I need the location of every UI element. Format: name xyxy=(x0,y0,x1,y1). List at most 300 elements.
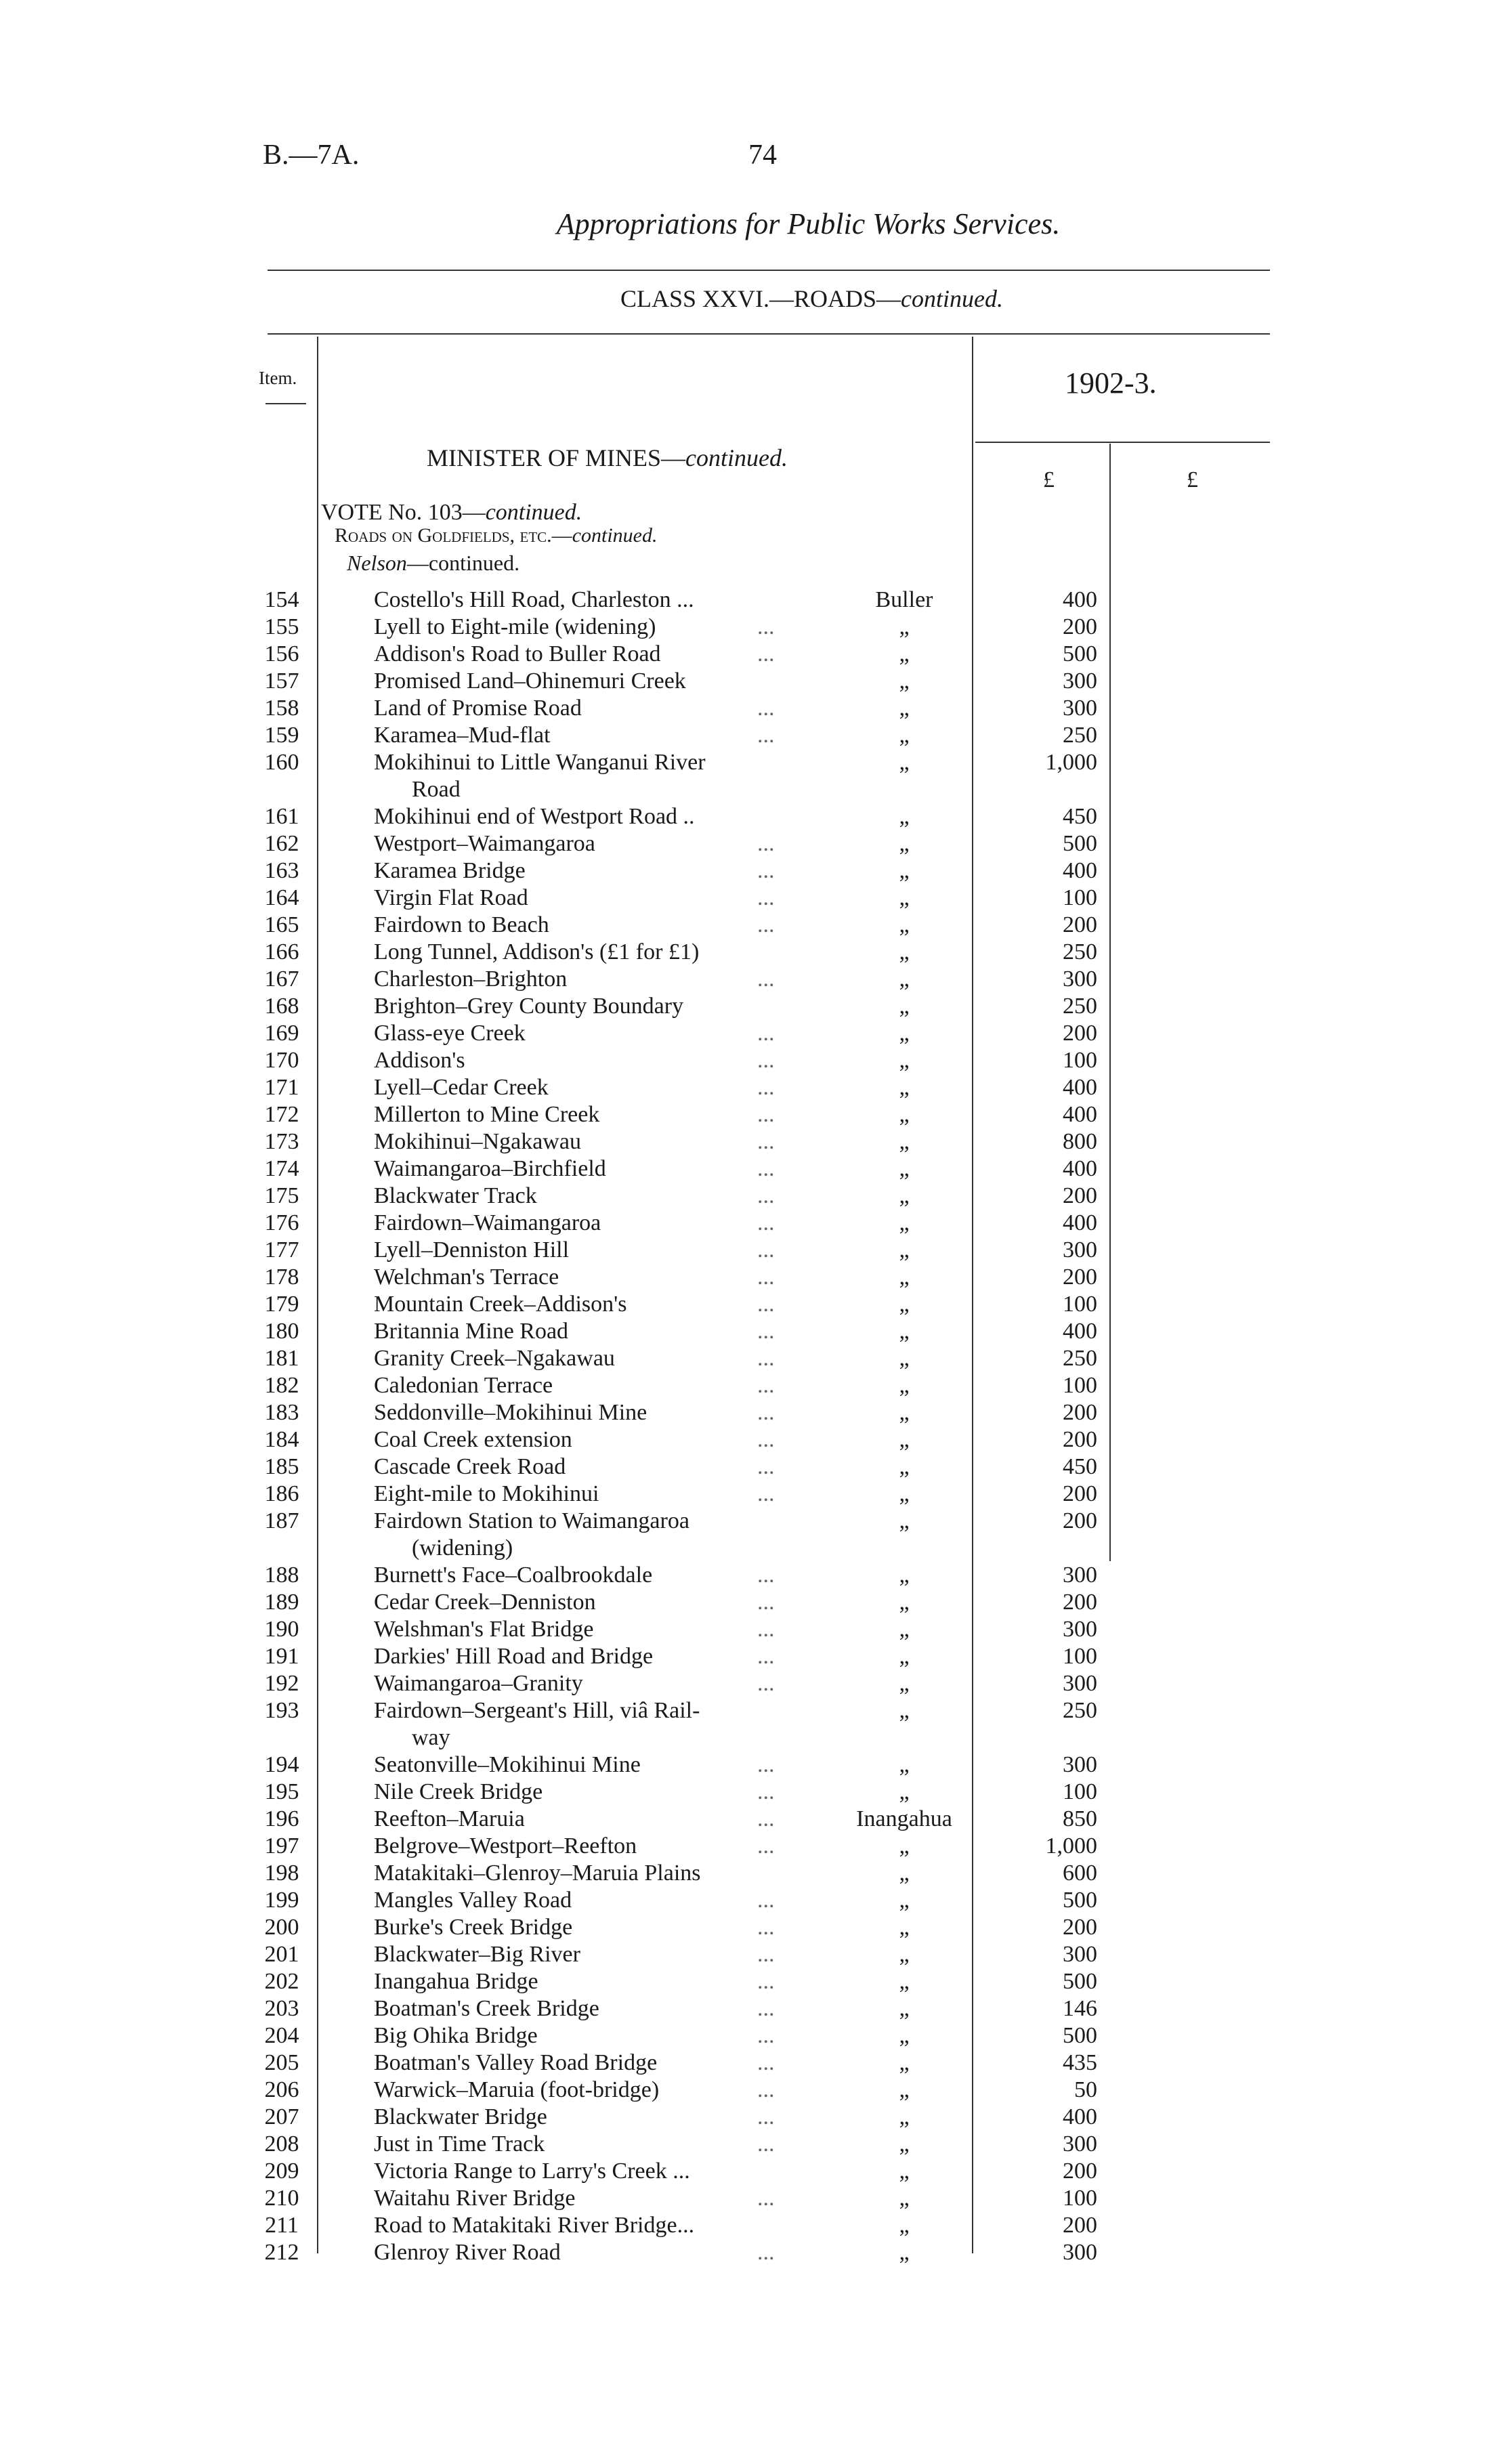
item-description xyxy=(374,1453,780,1481)
table-row xyxy=(0,830,1488,857)
amount: 300 xyxy=(1063,1617,1097,1642)
electoral-district: „ xyxy=(899,1563,910,1588)
leader-dots: ... xyxy=(757,1806,775,1831)
item-description xyxy=(374,614,780,641)
table-row xyxy=(0,1697,1488,1751)
leader-dots: ... xyxy=(757,1644,775,1669)
item-number: 174 xyxy=(264,1156,299,1181)
amount: 200 xyxy=(1063,2213,1097,2238)
table-row xyxy=(0,1643,1488,1670)
item-number: 155 xyxy=(264,614,299,639)
item-description xyxy=(374,1426,780,1453)
item-number: 212 xyxy=(264,2240,299,2265)
electoral-district: „ xyxy=(899,668,910,694)
item-number: 156 xyxy=(264,641,299,666)
electoral-district: „ xyxy=(899,1210,910,1235)
item-description xyxy=(374,830,780,857)
item-description-text: Virgin Flat Road xyxy=(374,885,528,910)
table-row xyxy=(0,1318,1488,1345)
pound-symbol-col2: £ xyxy=(1187,467,1198,492)
item-description xyxy=(374,1670,780,1697)
leader-dots: ... xyxy=(757,1833,775,1858)
item-number: 191 xyxy=(264,1644,299,1669)
leader-dots: ... xyxy=(757,1996,775,2021)
item-description xyxy=(374,668,780,695)
item-description xyxy=(374,2131,780,2158)
table-row xyxy=(0,912,1488,939)
leader-dots: ... xyxy=(757,1156,775,1181)
item-number: 208 xyxy=(264,2131,299,2157)
item-description xyxy=(374,1860,780,1887)
amount: 300 xyxy=(1063,1942,1097,1967)
item-description-text: Lyell–Denniston Hill xyxy=(374,1237,570,1262)
table-row xyxy=(0,1453,1488,1481)
amount: 200 xyxy=(1063,614,1097,639)
leader-dots: ... xyxy=(757,1373,775,1398)
amount: 250 xyxy=(1063,1698,1097,1723)
table-row xyxy=(0,2049,1488,2077)
table-row xyxy=(0,885,1488,912)
electoral-district: „ xyxy=(899,1644,910,1669)
electoral-district: „ xyxy=(899,2131,910,2157)
page-title: Appropriations for Public Works Services. xyxy=(556,207,1061,240)
item-description xyxy=(374,1562,780,1589)
table-row xyxy=(0,1508,1488,1562)
leader-dots: ... xyxy=(757,1021,775,1046)
electoral-district: „ xyxy=(899,2159,910,2184)
item-description xyxy=(374,1589,780,1616)
leader-dots: ... xyxy=(757,1210,775,1235)
amount: 50 xyxy=(1074,2077,1097,2102)
table-row xyxy=(0,966,1488,993)
table-row xyxy=(0,2022,1488,2049)
electoral-district: „ xyxy=(899,1292,910,1317)
item-description xyxy=(374,2077,780,2104)
leader-dots: ... xyxy=(757,1427,775,1452)
amount: 100 xyxy=(1063,1292,1097,1317)
item-description-text: Fairdown–Sergeant's Hill, viâ Rail- xyxy=(374,1698,700,1723)
item-description xyxy=(374,1183,780,1210)
electoral-district: „ xyxy=(899,1265,910,1290)
leader-dots: ... xyxy=(757,1075,775,1100)
electoral-district: „ xyxy=(899,1427,910,1452)
electoral-district: „ xyxy=(899,1508,910,1533)
amount: 100 xyxy=(1063,885,1097,910)
amount: 200 xyxy=(1063,1508,1097,1533)
item-description-text: Land of Promise Road xyxy=(374,696,582,721)
amount: 500 xyxy=(1063,1888,1097,1913)
leader-dots: ... xyxy=(757,723,775,748)
amount: 400 xyxy=(1063,587,1097,612)
leader-dots: ... xyxy=(757,2104,775,2129)
amount: 450 xyxy=(1063,1454,1097,1479)
item-description xyxy=(374,1345,780,1372)
amount: 100 xyxy=(1063,1373,1097,1398)
item-description-text: Road to Matakitaki River Bridge... xyxy=(374,2213,695,2238)
item-description xyxy=(374,1643,780,1670)
item-description-text: Belgrove–Westport–Reefton xyxy=(374,1833,637,1858)
amount: 200 xyxy=(1063,1481,1097,1506)
amount: 146 xyxy=(1063,1996,1097,2021)
item-description-text: Glenroy River Road xyxy=(374,2240,561,2265)
item-number: 198 xyxy=(264,1861,299,1886)
item-description xyxy=(374,1372,780,1399)
item-description-text: Lyell to Eight-mile (widening) xyxy=(374,614,656,639)
leader-dots: ... xyxy=(757,2240,775,2265)
item-description-text: Waimangaroa–Birchfield xyxy=(374,1156,606,1181)
table-row xyxy=(0,695,1488,722)
amount: 200 xyxy=(1063,2159,1097,2184)
amount: 200 xyxy=(1063,1427,1097,1452)
amount: 200 xyxy=(1063,1590,1097,1615)
item-description xyxy=(374,1481,780,1508)
amount: 850 xyxy=(1063,1806,1097,1831)
table-row xyxy=(0,749,1488,803)
table-row xyxy=(0,1860,1488,1887)
table-row xyxy=(0,1264,1488,1291)
item-description-text: Welshman's Flat Bridge xyxy=(374,1617,594,1642)
electoral-district: „ xyxy=(899,1779,910,1804)
leader-dots: ... xyxy=(757,1752,775,1777)
item-description xyxy=(374,1806,780,1833)
table-row xyxy=(0,993,1488,1020)
item-number: 196 xyxy=(264,1806,299,1831)
item-description-text: Seatonville–Mokihinui Mine xyxy=(374,1752,641,1777)
leader-dots: ... xyxy=(757,1779,775,1804)
table-row xyxy=(0,2239,1488,2266)
item-number: 158 xyxy=(264,696,299,721)
amount: 1,000 xyxy=(1045,750,1097,775)
item-description-text: Karamea–Mud-flat xyxy=(374,723,551,748)
item-description-text: Burnett's Face–Coalbrookdale xyxy=(374,1563,653,1588)
electoral-district: Inangahua xyxy=(856,1806,952,1831)
amount: 100 xyxy=(1063,1779,1097,1804)
table-row xyxy=(0,1589,1488,1616)
electoral-district: „ xyxy=(899,858,910,883)
table-row xyxy=(0,2212,1488,2239)
amount: 250 xyxy=(1063,939,1097,964)
leader-dots: ... xyxy=(757,1563,775,1588)
electoral-district: „ xyxy=(899,1996,910,2021)
item-number: 195 xyxy=(264,1779,299,1804)
item-number: 206 xyxy=(264,2077,299,2102)
item-description-text: Just in Time Track xyxy=(374,2131,545,2157)
electoral-district: „ xyxy=(899,2104,910,2129)
amount: 400 xyxy=(1063,858,1097,883)
table-row xyxy=(0,2158,1488,2185)
table-row xyxy=(0,1399,1488,1426)
table-row xyxy=(0,1074,1488,1101)
table-row xyxy=(0,668,1488,695)
table-row xyxy=(0,1887,1488,1914)
electoral-district: „ xyxy=(899,641,910,666)
item-description-text: Caledonian Terrace xyxy=(374,1373,553,1398)
leader-dots: ... xyxy=(757,1048,775,1073)
item-description xyxy=(374,1697,780,1751)
item-number: 180 xyxy=(264,1319,299,1344)
table-row xyxy=(0,1183,1488,1210)
electoral-district: „ xyxy=(899,1048,910,1073)
leader-dots: ... xyxy=(757,1888,775,1913)
item-description xyxy=(374,2239,780,2266)
leader-dots: ... xyxy=(757,1319,775,1344)
item-description-continuation: Road xyxy=(412,777,461,802)
item-description xyxy=(374,1887,780,1914)
electoral-district: „ xyxy=(899,1400,910,1425)
item-number: 188 xyxy=(264,1563,299,1588)
item-description-text: Cascade Creek Road xyxy=(374,1454,566,1479)
amount: 100 xyxy=(1063,1048,1097,1073)
item-description-text: Lyell–Cedar Creek xyxy=(374,1075,549,1100)
item-number: 164 xyxy=(264,885,299,910)
amount: 400 xyxy=(1063,2104,1097,2129)
item-description-text: Millerton to Mine Creek xyxy=(374,1102,600,1127)
item-number: 157 xyxy=(264,668,299,694)
table-row xyxy=(0,641,1488,668)
item-description xyxy=(374,912,780,939)
item-number: 203 xyxy=(264,1996,299,2021)
electoral-district: „ xyxy=(899,696,910,721)
item-description-text: Waimangaroa–Granity xyxy=(374,1671,583,1696)
page-number: 74 xyxy=(748,140,777,171)
amount: 500 xyxy=(1063,641,1097,666)
amount: 500 xyxy=(1063,1969,1097,1994)
table-row xyxy=(0,1751,1488,1779)
item-number: 186 xyxy=(264,1481,299,1506)
item-number: 194 xyxy=(264,1752,299,1777)
table-row xyxy=(0,1914,1488,1941)
electoral-district: „ xyxy=(899,1183,910,1208)
item-description-text: Big Ohika Bridge xyxy=(374,2023,538,2048)
table-row xyxy=(0,1345,1488,1372)
item-description-text: Cedar Creek–Denniston xyxy=(374,1590,596,1615)
item-number: 178 xyxy=(264,1265,299,1290)
amount: 600 xyxy=(1063,1861,1097,1886)
item-description-text: Karamea Bridge xyxy=(374,858,526,883)
amount: 500 xyxy=(1063,831,1097,856)
item-number: 201 xyxy=(264,1942,299,1967)
electoral-district: „ xyxy=(899,1942,910,1967)
pound-symbol-col1: £ xyxy=(1043,467,1055,492)
item-number: 200 xyxy=(264,1915,299,1940)
vote-heading: VOTE No. 103—continued. xyxy=(321,500,582,525)
leader-dots: ... xyxy=(757,1237,775,1262)
amount: 400 xyxy=(1063,1319,1097,1344)
table-row xyxy=(0,722,1488,749)
table-row xyxy=(0,1128,1488,1155)
amount: 250 xyxy=(1063,994,1097,1019)
item-number: 192 xyxy=(264,1671,299,1696)
item-description xyxy=(374,1101,780,1128)
minister-heading: MINISTER OF MINES—continued. xyxy=(427,444,788,471)
electoral-district: „ xyxy=(899,1075,910,1100)
item-number: 167 xyxy=(264,967,299,992)
item-description-text: Seddonville–Mokihinui Mine xyxy=(374,1400,647,1425)
leader-dots: ... xyxy=(757,641,775,666)
amount: 200 xyxy=(1063,1915,1097,1940)
item-number: 210 xyxy=(264,2186,299,2211)
item-description-text: Addison's Road to Buller Road xyxy=(374,641,661,666)
amount: 300 xyxy=(1063,1563,1097,1588)
item-description xyxy=(374,587,780,614)
item-description-text: Darkies' Hill Road and Bridge xyxy=(374,1644,654,1669)
electoral-district: „ xyxy=(899,1617,910,1642)
item-description xyxy=(374,1914,780,1941)
item-number: 209 xyxy=(264,2159,299,2184)
item-description-text: Nile Creek Bridge xyxy=(374,1779,543,1804)
amount: 200 xyxy=(1063,1400,1097,1425)
item-description xyxy=(374,1968,780,1995)
amount: 300 xyxy=(1063,696,1097,721)
table-row xyxy=(0,2185,1488,2212)
item-column-header: Item. xyxy=(259,368,297,388)
item-description xyxy=(374,1210,780,1237)
table-row xyxy=(0,1047,1488,1074)
table-row xyxy=(0,857,1488,885)
item-description-text: Fairdown to Beach xyxy=(374,912,549,937)
amount: 300 xyxy=(1063,1237,1097,1262)
electoral-district: „ xyxy=(899,1698,910,1723)
item-description-text: Burke's Creek Bridge xyxy=(374,1915,573,1940)
item-description-text: Costello's Hill Road, Charleston ... xyxy=(374,587,694,612)
item-number: 172 xyxy=(264,1102,299,1127)
table-row xyxy=(0,1426,1488,1453)
leader-dots: ... xyxy=(757,2186,775,2211)
item-description-text: Blackwater–Big River xyxy=(374,1942,580,1967)
item-description-text: Victoria Range to Larry's Creek ... xyxy=(374,2159,690,2184)
leader-dots: ... xyxy=(757,967,775,992)
electoral-district: „ xyxy=(899,1969,910,1994)
amount: 500 xyxy=(1063,2023,1097,2048)
item-number: 162 xyxy=(264,831,299,856)
table-row xyxy=(0,1155,1488,1183)
leader-dots: ... xyxy=(757,1292,775,1317)
leader-dots: ... xyxy=(757,1617,775,1642)
electoral-district: „ xyxy=(899,1481,910,1506)
item-number: 165 xyxy=(264,912,299,937)
leader-dots: ... xyxy=(757,1671,775,1696)
table-row xyxy=(0,1481,1488,1508)
item-number: 179 xyxy=(264,1292,299,1317)
item-description-text: Glass-eye Creek xyxy=(374,1021,526,1046)
item-description xyxy=(374,1833,780,1860)
item-description-text: Charleston–Brighton xyxy=(374,967,568,992)
electoral-district: „ xyxy=(899,1156,910,1181)
electoral-district: „ xyxy=(899,912,910,937)
item-description xyxy=(374,641,780,668)
amount: 300 xyxy=(1063,1671,1097,1696)
item-description xyxy=(374,803,780,830)
item-description xyxy=(374,1074,780,1101)
item-description xyxy=(374,1264,780,1291)
table-row xyxy=(0,1670,1488,1697)
item-number: 187 xyxy=(264,1508,299,1533)
table-row xyxy=(0,1020,1488,1047)
table-row xyxy=(0,1291,1488,1318)
item-description xyxy=(374,1047,780,1074)
item-number: 202 xyxy=(264,1969,299,1994)
amount: 300 xyxy=(1063,967,1097,992)
item-description-text: Promised Land–Ohinemuri Creek xyxy=(374,668,686,694)
amount: 300 xyxy=(1063,1752,1097,1777)
table-row xyxy=(0,1995,1488,2022)
item-description xyxy=(374,2104,780,2131)
item-description xyxy=(374,857,780,885)
item-description-text: Mountain Creek–Addison's xyxy=(374,1292,627,1317)
item-description xyxy=(374,695,780,722)
item-description-text: Blackwater Track xyxy=(374,1183,537,1208)
amount: 1,000 xyxy=(1045,1833,1097,1858)
item-description xyxy=(374,2158,780,2185)
top-rule xyxy=(268,270,1270,271)
item-number: 176 xyxy=(264,1210,299,1235)
item-description-text: Reefton–Maruia xyxy=(374,1806,525,1831)
leader-dots: ... xyxy=(757,1915,775,1940)
amount: 400 xyxy=(1063,1156,1097,1181)
table-row xyxy=(0,1833,1488,1860)
table-row xyxy=(0,2104,1488,2131)
item-number: 197 xyxy=(264,1833,299,1858)
document-code: B.—7A. xyxy=(263,140,360,171)
year-header-rule xyxy=(975,442,1270,443)
electoral-district: „ xyxy=(899,1129,910,1154)
leader-dots: ... xyxy=(757,1590,775,1615)
amount: 200 xyxy=(1063,912,1097,937)
item-description-text: Mokihinui to Little Wanganui River xyxy=(374,750,706,775)
leader-dots: ... xyxy=(757,1346,775,1371)
amount: 800 xyxy=(1063,1129,1097,1154)
item-number: 181 xyxy=(264,1346,299,1371)
electoral-district: „ xyxy=(899,939,910,964)
item-description-text: Mangles Valley Road xyxy=(374,1888,572,1913)
amount: 100 xyxy=(1063,2186,1097,2211)
item-description xyxy=(374,1237,780,1264)
leader-dots: ... xyxy=(757,1102,775,1127)
item-description xyxy=(374,1508,780,1562)
item-description xyxy=(374,2212,780,2239)
leader-dots: ... xyxy=(757,1454,775,1479)
item-description xyxy=(374,1995,780,2022)
electoral-district: „ xyxy=(899,885,910,910)
electoral-district: „ xyxy=(899,1454,910,1479)
table-row xyxy=(0,803,1488,830)
table-row xyxy=(0,939,1488,966)
item-description xyxy=(374,2049,780,2077)
item-description-continuation: way xyxy=(412,1725,450,1750)
item-description xyxy=(374,2022,780,2049)
item-number: 170 xyxy=(264,1048,299,1073)
item-description xyxy=(374,993,780,1020)
item-description xyxy=(374,966,780,993)
leader-dots: ... xyxy=(757,1481,775,1506)
item-description-text: Mokihinui–Ngakawau xyxy=(374,1129,581,1154)
item-number: 177 xyxy=(264,1237,299,1262)
electoral-district: „ xyxy=(899,1888,910,1913)
item-number: 161 xyxy=(264,804,299,829)
leader-dots: ... xyxy=(757,831,775,856)
item-description-text: Long Tunnel, Addison's (£1 for £1) xyxy=(374,939,700,964)
item-description-text: Welchman's Terrace xyxy=(374,1265,559,1290)
leader-dots: ... xyxy=(757,1969,775,1994)
electoral-district: „ xyxy=(899,1861,910,1886)
item-header-underline xyxy=(265,403,306,404)
item-number: 160 xyxy=(264,750,299,775)
item-description-text: Granity Creek–Ngakawau xyxy=(374,1346,615,1371)
amount: 400 xyxy=(1063,1075,1097,1100)
amount: 200 xyxy=(1063,1183,1097,1208)
amount: 450 xyxy=(1063,804,1097,829)
table-row xyxy=(0,1616,1488,1643)
